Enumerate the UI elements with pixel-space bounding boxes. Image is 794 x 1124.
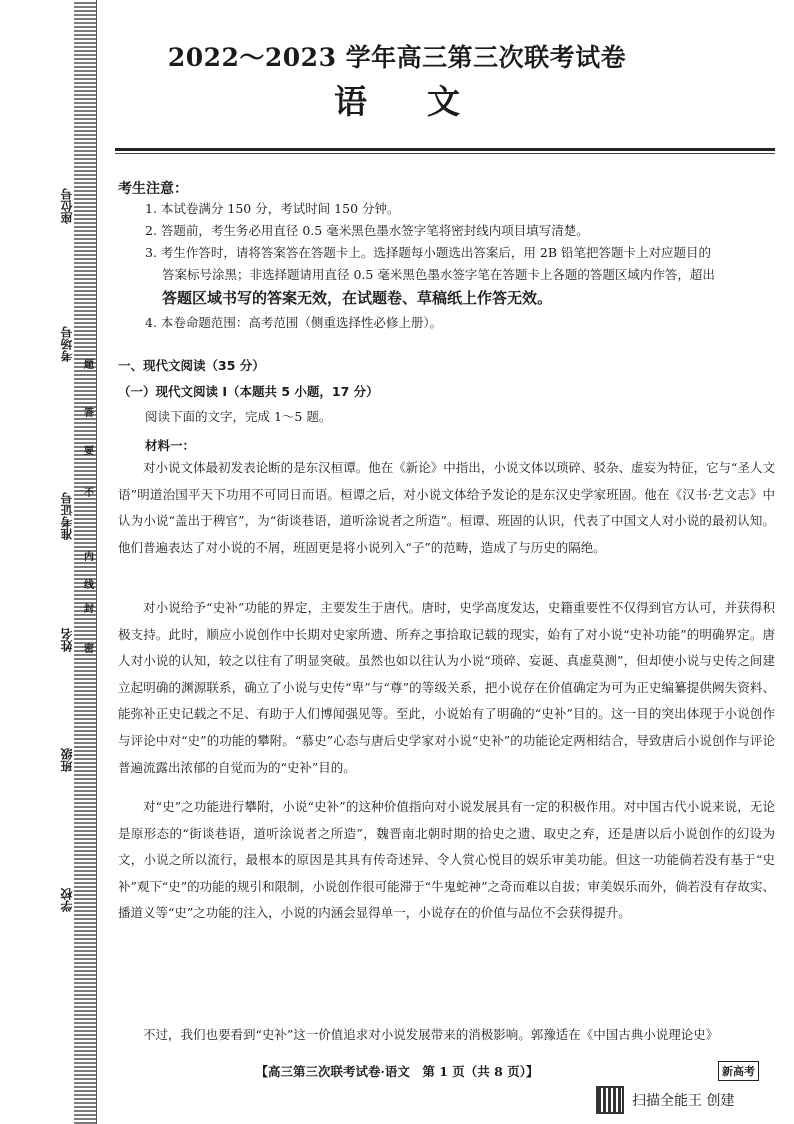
exam-id-label: 准考证号 — [60, 492, 74, 540]
qr-code-icon — [596, 1086, 624, 1114]
class-label: 班级 — [60, 748, 74, 772]
notice-item: 4. 本卷命题范围：高考范围（侧重选择性必修上册）。 — [145, 315, 443, 330]
scanner-watermark: 扫描全能王 创建 — [632, 1093, 735, 1109]
seal-char: 答 — [84, 408, 94, 419]
notice-item: 2. 答题前，考生务必用直径 0.5 毫米黑色墨水签字笔将密封线内项目填写清楚。 — [145, 223, 589, 238]
notice-item: 3. 考生作答时，请将答案答在答题卡上。选择题每小题选出答案后，用 2B 铅笔把答题卡上对应题目的 — [145, 245, 711, 260]
seal-char: 密 — [84, 644, 94, 655]
material-label: 材料一： — [145, 438, 196, 453]
subject-title: 语文 — [334, 82, 520, 121]
paragraph — [118, 794, 775, 927]
school-label: 学校 — [60, 888, 74, 912]
paragraph-text: 对小说给予“史补”功能的界定，主要发生于唐代。唐时，史学高度发达，史籍重要性不仅得到官方认可，并获得积极支持。此时，顺应小说创作中长期对史家所遗、所弃之事拾取记载的现实，始有了对小说“史补功能”的明确界定。唐人对小说的认知，较之以往有了明显突破。虽然也如以往认为小说“琐碎、妄诞、真虚莫测”，但却使小说与史传之间建立起明确的渊源联系，确立了小说与史传“卑”与“尊”的等级关系，把小说存在价值确定为可为正史编纂提供阙失资料、能弥补正史记载之不足、有助于人们博闻强见等。至此，小说始有了明确的“史补”目的。这一目的突出体现于小说创作与评论中对“史”的功能的攀附。“慕史”心态与唐后史学家对小说“史补”的功能论定两相结合，导致唐后小说创作与评论普遍流露出浓郁的自觉而为的“史补”目的。 — [118, 600, 775, 775]
paragraph-text: 对“史”之功能进行攀附，小说“史补”的这种价值指向对小说发展具有一定的积极作用。对中国古代小说来说，无论是原形态的“街谈巷语，道听涂说者之所造”，魏晋南北朝时期的拾史之遗、取史之弃，还是唐以后小说创作的幻设为文，小说之所以流行，最根本的原因是其具有传奇述异、令人赏心悦目的娱乐审美功能。但这一功能倘若没有基于“史补”观下“史”的功能的规引和限制，小说创作很可能滞于“牛鬼蛇神”之奇而难以自拔；审美娱乐而外，倘若没有存故实、播道义等“史”之功能的注入，小说的内涵会显得单一，小说存在的价值与品位不会获得提升。 — [118, 799, 775, 921]
header-rule — [115, 148, 775, 151]
notice-item: 1. 本试卷满分 150 分，考试时间 150 分钟。 — [145, 201, 400, 216]
seat-number-label: 座位号 — [60, 188, 74, 224]
paragraph-text: 对小说文体最初发表论断的是东汉桓谭。他在《新论》中指出，小说文体以琐碎、驳杂、虚妄为特征，它与“圣人文语”明道治国平天下功用不可同日而语。桓谭之后，对小说文体给予发论的是东汉史学家班固。他在《汉书·艺文志》中认为小说“盖出于稗官”，为“街谈巷语，道听涂说者之所造”。桓谭、班固的认识，代表了中国文人对小说的最初认知。他们普遍表达了对小说的不屑，班固更是将小说列入“子”的范畴，造成了与历史的隔绝。 — [118, 460, 775, 555]
room-number-label: 考场号 — [60, 326, 74, 362]
seal-char: 不 — [84, 488, 94, 499]
page-footer: 【高三第三次联考试卷·语文 第 1 页（共 8 页）】 — [255, 1064, 539, 1079]
seal-char: 要 — [84, 446, 94, 457]
paragraph — [118, 595, 775, 781]
paragraph — [118, 455, 775, 561]
header-rule-thin — [115, 153, 775, 154]
section-heading: 一、现代文阅读（35 分） — [118, 358, 265, 373]
paragraph-text: 不过，我们也要看到“史补”这一价值追求对小说发展带来的消极影响。郭豫适在《中国古典小说理论史》 — [143, 1027, 719, 1042]
seal-char: 题 — [84, 360, 94, 371]
seal-char: 封 — [84, 604, 94, 615]
notice-title: 考生注意： — [118, 181, 188, 197]
paragraph — [118, 1022, 775, 1049]
exam-badge: 新高考 — [718, 1061, 759, 1081]
seal-char: 线 — [84, 580, 94, 591]
seal-char: 内 — [84, 552, 94, 563]
name-label: 姓名 — [60, 628, 74, 652]
instruction: 阅读下面的文字，完成 1～5 题。 — [145, 409, 332, 424]
notice-item: 答案标号涂黑；非选择题请用直径 0.5 毫米黑色墨水签字笔在答题卡上各题的答题区域内作答，超出 — [162, 267, 715, 282]
exam-title: 2022～2023 学年高三第三次联考试卷 — [167, 43, 627, 72]
subsection-heading: （一）现代文阅读 I（本题共 5 小题，17 分） — [118, 384, 379, 399]
notice-bold-line: 答题区域书写的答案无效，在试题卷、草稿纸上作答无效。 — [162, 289, 553, 307]
